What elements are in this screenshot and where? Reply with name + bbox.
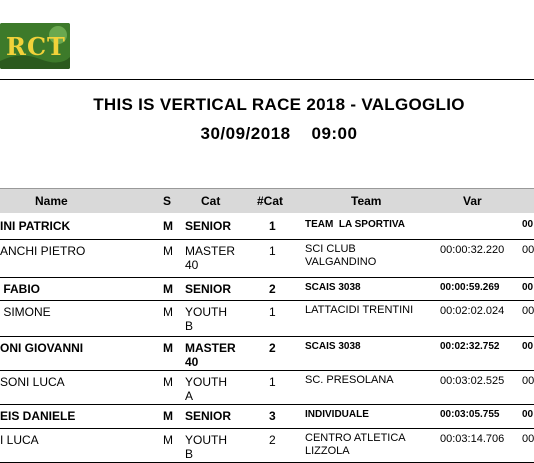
gap-cell: 00:03:14.706 (440, 433, 505, 445)
time-cell: 00 (522, 282, 534, 293)
category-rank-cell: 1 (269, 244, 276, 258)
category-cell: SENIOR (185, 219, 232, 233)
team-cell: SCAIS 3038 (305, 282, 361, 293)
category-cell: YOUTH B (185, 433, 227, 461)
gap-cell: 00:03:02.525 (440, 375, 505, 387)
time-cell: 00 (522, 375, 534, 387)
sex-cell: M (163, 375, 173, 389)
table-row (0, 277, 534, 301)
name-cell: EIS DANIELE (0, 409, 76, 423)
category-cell: MASTER 40 (185, 341, 236, 369)
team-cell: SCI CLUB VALGANDINO (305, 243, 377, 268)
table-row (0, 300, 534, 337)
category-cell: YOUTH B (185, 305, 227, 333)
table-header (0, 188, 534, 213)
category-cell: SENIOR (185, 282, 232, 296)
table-row (0, 239, 534, 278)
time-cell: 00 (522, 409, 534, 420)
category-cell: MASTER 40 (185, 244, 236, 272)
sex-cell: M (163, 219, 173, 233)
time-cell: 00 (522, 219, 534, 230)
time-cell: 00 (522, 433, 534, 445)
header-cat: Cat (201, 194, 221, 208)
gap-cell: 00:02:32.752 (440, 341, 500, 352)
name-cell: SIMONE (0, 305, 51, 319)
logo (0, 23, 70, 69)
category-cell: YOUTH A (185, 375, 227, 403)
page-subtitle: 30/09/2018 09:00 (200, 124, 358, 143)
header-team: Team (351, 194, 382, 208)
sex-cell: M (163, 409, 173, 423)
header-name: Name (35, 194, 68, 208)
category-rank-cell: 2 (269, 341, 276, 355)
team-cell: SC. PRESOLANA (305, 374, 394, 386)
name-cell: INI PATRICK (0, 219, 71, 233)
name-cell: FABIO (0, 282, 41, 296)
gap-cell: 00:00:59.269 (440, 282, 500, 293)
gap-cell: 00:02:02.024 (440, 305, 505, 317)
name-cell: SONI LUCA (0, 375, 65, 389)
header-var: Var (463, 194, 482, 208)
team-cell: SCAIS 3038 (305, 341, 361, 352)
team-cell: INDIVIDUALE (305, 409, 369, 420)
category-rank-cell: 2 (269, 433, 276, 447)
name-cell: ONI GIOVANNI (0, 341, 84, 355)
gap-cell: 00:00:32.220 (440, 244, 505, 256)
time-cell: 00 (522, 244, 534, 256)
sex-cell: M (163, 305, 173, 319)
gap-cell: 00:03:05.755 (440, 409, 500, 420)
team-cell: CENTRO ATLETICA LIZZOLA (305, 432, 406, 457)
team-cell: LATTACIDI TRENTINI (305, 304, 414, 316)
logo-text: RCT (6, 32, 66, 61)
category-rank-cell: 1 (269, 375, 276, 389)
category-rank-cell: 1 (269, 219, 276, 233)
category-rank-cell: 1 (269, 305, 276, 319)
top-divider (0, 79, 534, 80)
table-row (0, 214, 534, 240)
table-row (0, 336, 534, 371)
name-cell: ANCHI PIETRO (0, 244, 86, 258)
sex-cell: M (163, 433, 173, 447)
time-cell: 00 (522, 341, 534, 352)
table-row (0, 428, 534, 463)
time-cell: 00 (522, 305, 534, 317)
sex-cell: M (163, 244, 173, 258)
table-row (0, 370, 534, 405)
table-row (0, 404, 534, 429)
category-cell: SENIOR (185, 409, 232, 423)
category-rank-cell: 2 (269, 282, 276, 296)
name-cell: I LUCA (0, 433, 39, 447)
header-s: S (163, 194, 172, 208)
page-title: THIS IS VERTICAL RACE 2018 - VALGOGLIO (93, 95, 465, 114)
category-rank-cell: 3 (269, 409, 276, 423)
header-ncat: #Cat (257, 194, 284, 208)
team-cell: TEAM LA SPORTIVA (305, 219, 405, 230)
sex-cell: M (163, 282, 173, 296)
sex-cell: M (163, 341, 173, 355)
